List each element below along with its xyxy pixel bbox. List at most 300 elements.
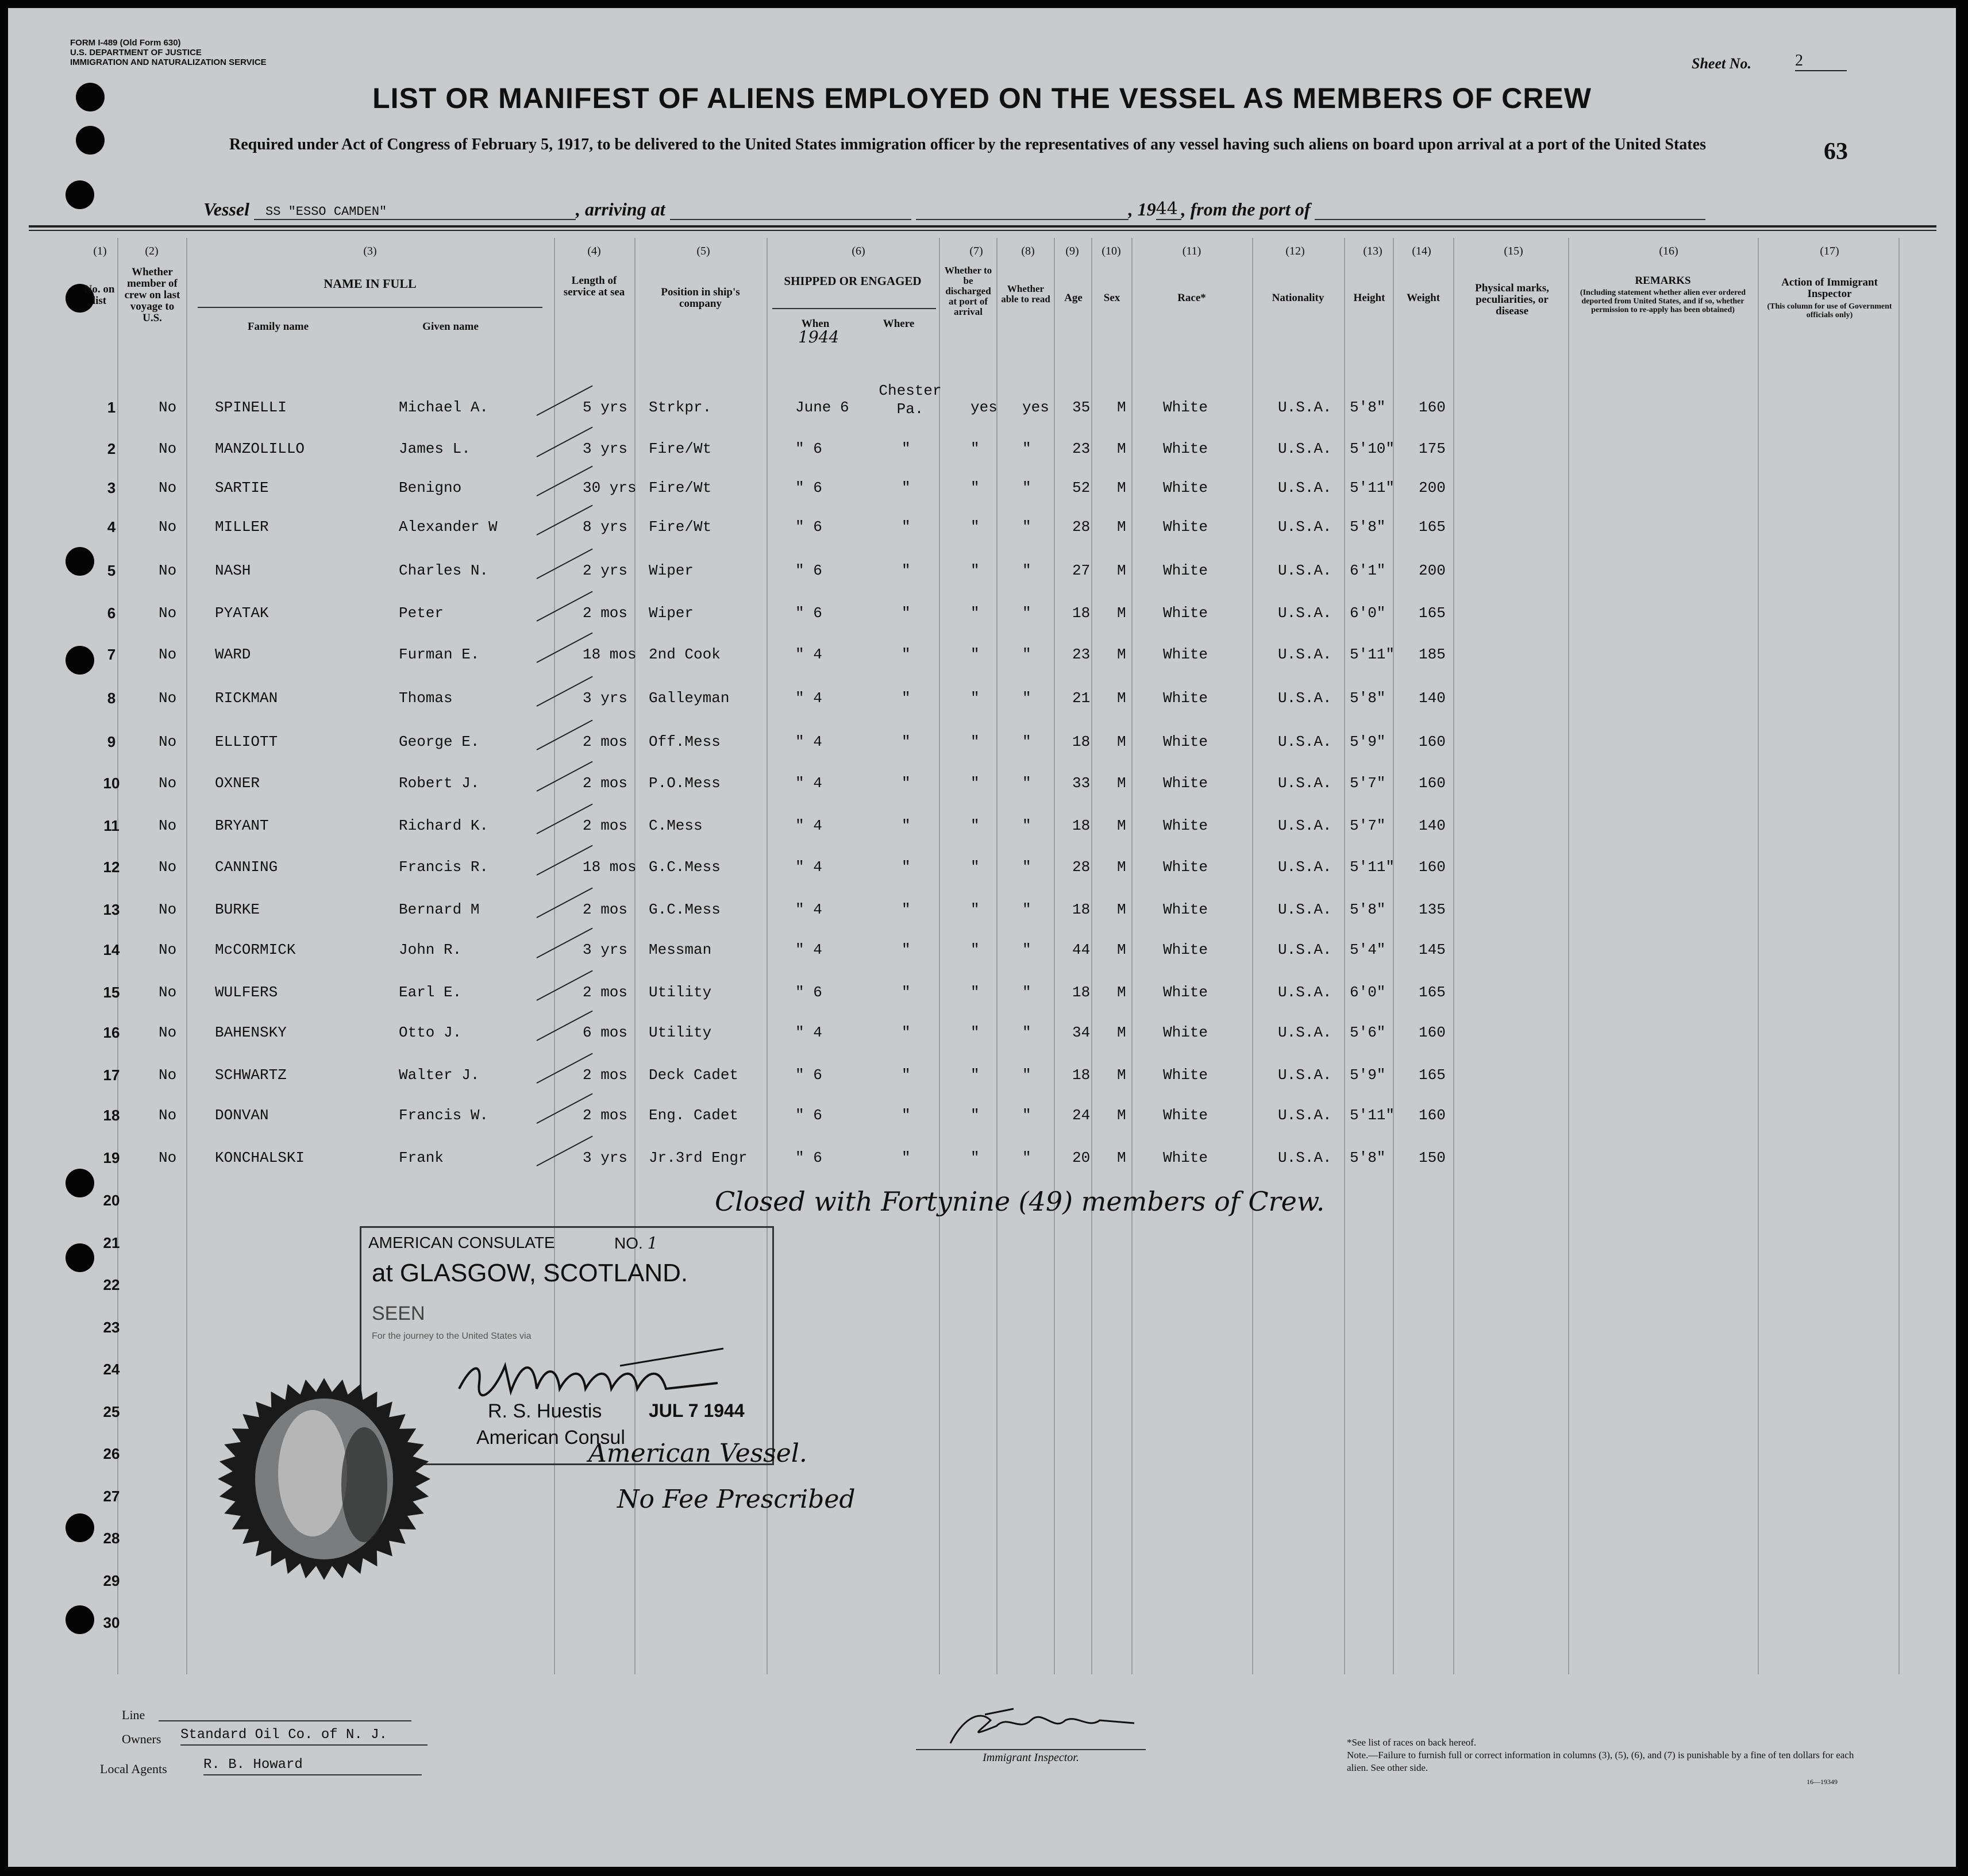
punch-hole (76, 126, 105, 155)
race: White (1163, 562, 1208, 579)
able-to-read: " (1022, 1024, 1031, 1041)
shipped-where: " (902, 1066, 911, 1084)
column-divider (186, 238, 187, 1674)
length-of-service: 3 yrs (583, 941, 628, 958)
shipped-where: " (902, 689, 911, 707)
header-sex: Sex (1103, 292, 1120, 304)
american-vessel-note: American Vessel. (588, 1439, 807, 1468)
ship-position: Utility (649, 984, 712, 1001)
given-name: Frank (399, 1149, 444, 1166)
column-number: (4) (587, 245, 601, 257)
shipped-when: " 6 (795, 1149, 822, 1166)
length-of-service: 18 mos (583, 646, 637, 663)
nationality: U.S.A. (1278, 901, 1332, 918)
height: 5'10" (1350, 440, 1395, 457)
row-number: 27 (103, 1487, 120, 1505)
ship-position: G.C.Mess (649, 901, 721, 918)
weight: 160 (1419, 858, 1446, 876)
given-name: James L. (399, 440, 471, 457)
age: 35 (1072, 399, 1091, 416)
height: 5'11" (1350, 1107, 1395, 1124)
member-last-voyage: No (159, 775, 177, 792)
given-name: Charles N. (399, 562, 489, 579)
member-last-voyage: No (159, 817, 177, 834)
shipped-when: " 4 (795, 646, 822, 663)
height: 6'0" (1350, 984, 1386, 1001)
family-name: BAHENSKY (215, 1024, 287, 1041)
to-be-discharged: " (970, 479, 980, 496)
family-name: ELLIOTT (215, 733, 278, 750)
consul-title: American Consul (476, 1427, 625, 1449)
punch-hole (66, 1169, 94, 1197)
header-where: Where (883, 318, 915, 330)
to-be-discharged: " (970, 941, 980, 958)
ship-position: Wiper (649, 604, 694, 622)
consul-name: R. S. Huestis (488, 1400, 602, 1422)
header-when-year: 1944 (798, 328, 839, 346)
weight: 160 (1419, 1024, 1446, 1041)
row-number: 14 (103, 941, 120, 958)
race-note: *See list of races on back hereof. (1347, 1737, 1477, 1748)
sex: M (1117, 901, 1126, 918)
row-number: 21 (103, 1234, 120, 1251)
height: 6'1" (1350, 562, 1386, 579)
given-name: Peter (399, 604, 444, 622)
family-name: BRYANT (215, 817, 269, 834)
weight: 200 (1419, 479, 1446, 496)
weight: 165 (1419, 1066, 1446, 1084)
page-title: LIST OR MANIFEST OF ALIENS EMPLOYED ON THE VESSEL AS MEMBERS OF CREW (372, 82, 1592, 114)
race: White (1163, 604, 1208, 622)
able-to-read: " (1022, 689, 1031, 707)
shipped-when: " 4 (795, 901, 822, 918)
shipped-when: " 4 (795, 817, 822, 834)
nationality: U.S.A. (1278, 817, 1332, 834)
race: White (1163, 399, 1208, 416)
header-nationality: Nationality (1272, 292, 1324, 304)
able-to-read: " (1022, 858, 1031, 876)
member-last-voyage: No (159, 941, 177, 958)
nationality: U.S.A. (1278, 518, 1332, 536)
nationality: U.S.A. (1278, 1107, 1332, 1124)
header-race: Race* (1177, 292, 1206, 304)
length-of-service: 2 mos (583, 1066, 628, 1084)
sex: M (1117, 518, 1126, 536)
to-be-discharged: " (970, 646, 980, 663)
race: White (1163, 1107, 1208, 1124)
header-whether-member: Whether member of crew on last voyage to U.S. (124, 266, 180, 324)
form-code: 16—19349 (1807, 1778, 1838, 1786)
row-number: 5 (107, 562, 116, 579)
race: White (1163, 1024, 1208, 1041)
given-name: Thomas (399, 689, 453, 707)
header-rule (772, 308, 936, 309)
height: 5'8" (1350, 1149, 1386, 1166)
height: 5'11" (1350, 479, 1395, 496)
column-number: (16) (1659, 245, 1678, 257)
punch-hole (66, 1513, 94, 1542)
header-shipped-engaged: SHIPPED OR ENGAGED (784, 274, 922, 288)
weight: 200 (1419, 562, 1446, 579)
able-to-read: " (1022, 646, 1031, 663)
member-last-voyage: No (159, 858, 177, 876)
family-name: BURKE (215, 901, 260, 918)
race: White (1163, 901, 1208, 918)
row-number: 15 (103, 984, 120, 1001)
race: White (1163, 775, 1208, 792)
stamp-number (614, 1234, 657, 1253)
member-last-voyage: No (159, 646, 177, 663)
race: White (1163, 518, 1208, 536)
given-name: Richard K. (399, 817, 489, 834)
shipped-where: Chester Pa. (879, 382, 942, 418)
arriving-field (670, 219, 911, 220)
shipped-when: " 6 (795, 562, 822, 579)
length-of-service: 6 mos (583, 1024, 628, 1041)
header-height: Height (1353, 292, 1385, 304)
header-age: Age (1064, 292, 1083, 304)
shipped-where: " (902, 646, 911, 663)
to-be-discharged: " (970, 1066, 980, 1084)
height: 5'11" (1350, 858, 1395, 876)
nationality: U.S.A. (1278, 562, 1332, 579)
shipped-where: " (902, 901, 911, 918)
age: 20 (1072, 1149, 1091, 1166)
weight: 135 (1419, 901, 1446, 918)
shipped-where: " (902, 941, 911, 958)
header-action-detail: (This column for use of Government officials only) (1767, 302, 1892, 319)
sex: M (1117, 646, 1126, 663)
member-last-voyage: No (159, 440, 177, 457)
column-number: (15) (1504, 245, 1523, 257)
length-of-service: 2 mos (583, 817, 628, 834)
nationality: U.S.A. (1278, 858, 1332, 876)
header-given-name: Given name (422, 321, 479, 333)
member-last-voyage: No (159, 1024, 177, 1041)
height: 5'6" (1350, 1024, 1386, 1041)
weight: 160 (1419, 399, 1446, 416)
ship-position: C.Mess (649, 817, 703, 834)
row-number: 29 (103, 1571, 120, 1589)
shipped-when: " 6 (795, 479, 822, 496)
age: 21 (1072, 689, 1091, 707)
header-name-in-full: NAME IN FULL (323, 276, 417, 291)
line-label: Line (122, 1708, 145, 1722)
family-name: SPINELLI (215, 399, 287, 416)
ship-position: Messman (649, 941, 712, 958)
column-number: (7) (969, 245, 983, 257)
race: White (1163, 646, 1208, 663)
stamp-seen: SEEN (372, 1303, 425, 1324)
given-name: George E. (399, 733, 480, 750)
able-to-read: " (1022, 1107, 1031, 1124)
form-id-line: FORM I-489 (Old Form 630) (70, 38, 181, 48)
ship-position: Fire/Wt (649, 479, 712, 496)
to-be-discharged: " (970, 1024, 980, 1041)
weight: 140 (1419, 689, 1446, 707)
ship-position: Eng. Cadet (649, 1107, 739, 1124)
shipped-where: " (902, 518, 911, 536)
length-of-service: 2 mos (583, 775, 628, 792)
given-name: Alexander W (399, 518, 498, 536)
able-to-read: " (1022, 941, 1031, 958)
column-number: (17) (1820, 245, 1839, 257)
height: 5'8" (1350, 901, 1386, 918)
family-name: WARD (215, 646, 251, 663)
header-able-to-read: Whether able to read (1001, 283, 1050, 305)
punch-hole (66, 1243, 94, 1272)
stamp-small-text: For the journey to the United States via (372, 1331, 532, 1341)
punch-hole (66, 180, 94, 209)
row-number: 2 (107, 440, 116, 457)
row-number: 26 (103, 1445, 120, 1462)
member-last-voyage: No (159, 562, 177, 579)
sheet-no-value: 2 (1795, 52, 1847, 71)
given-name: Furman E. (399, 646, 480, 663)
row-number: 4 (107, 518, 116, 536)
header-length-service: Length of service at sea (563, 275, 625, 298)
length-of-service: 30 yrs (583, 479, 637, 496)
age: 27 (1072, 562, 1091, 579)
column-divider (1252, 238, 1253, 1674)
race: White (1163, 984, 1208, 1001)
member-last-voyage: No (159, 1066, 177, 1084)
height: 5'8" (1350, 399, 1386, 416)
punch-hole (66, 547, 94, 576)
shipped-when: " 4 (795, 775, 822, 792)
to-be-discharged: " (970, 1107, 980, 1124)
family-name: RICKMAN (215, 689, 278, 707)
shipped-when: " 4 (795, 941, 822, 958)
sex: M (1117, 984, 1126, 1001)
column-divider (1344, 238, 1345, 1674)
owners-value: Standard Oil Co. of N. J. (180, 1727, 428, 1746)
header-no-on-list: No. on list (84, 283, 115, 307)
to-be-discharged: " (970, 604, 980, 622)
shipped-when: " 6 (795, 1066, 822, 1084)
weight: 150 (1419, 1149, 1446, 1166)
weight: 160 (1419, 1107, 1446, 1124)
row-number: 18 (103, 1107, 120, 1124)
inspector-signature (927, 1697, 1226, 1755)
weight: 160 (1419, 733, 1446, 750)
column-divider (939, 238, 940, 1674)
given-name: Benigno (399, 479, 462, 496)
arriving-label: , arriving at (576, 199, 665, 219)
header-remarks-detail: (Including statement whether alien ever ordered deported from United States, and if so, whether permission to re-apply has been obtained) (1580, 288, 1746, 314)
column-divider (1758, 238, 1759, 1674)
column-divider (1898, 238, 1900, 1674)
shipped-when: " 4 (795, 689, 822, 707)
consul-signature (448, 1343, 735, 1406)
column-number: (8) (1021, 245, 1035, 257)
length-of-service: 3 yrs (583, 440, 628, 457)
to-be-discharged: " (970, 817, 980, 834)
sex: M (1117, 775, 1126, 792)
height: 5'7" (1350, 817, 1386, 834)
shipped-where: " (902, 1107, 911, 1124)
local-agents-label: Local Agents (100, 1762, 167, 1776)
ship-position: Fire/Wt (649, 440, 712, 457)
family-name: CANNING (215, 858, 278, 876)
manifest-sheet (8, 8, 1956, 1867)
to-be-discharged: " (970, 440, 980, 457)
column-number: (9) (1065, 245, 1079, 257)
row-number: 19 (103, 1149, 120, 1166)
vessel-line (203, 199, 1705, 220)
length-of-service: 2 yrs (583, 562, 628, 579)
column-number: (12) (1285, 245, 1305, 257)
header-position: Position in ship's company (661, 286, 740, 310)
member-last-voyage: No (159, 479, 177, 496)
able-to-read: " (1022, 562, 1031, 579)
weight: 165 (1419, 984, 1446, 1001)
to-be-discharged: " (970, 518, 980, 536)
arriving-field-2 (916, 219, 1129, 220)
shipped-when: " 6 (795, 1107, 822, 1124)
family-name: SCHWARTZ (215, 1066, 287, 1084)
shipped-where: " (902, 479, 911, 496)
shipped-when: " 4 (795, 1024, 822, 1041)
race: White (1163, 479, 1208, 496)
weight: 185 (1419, 646, 1446, 663)
nationality: U.S.A. (1278, 646, 1332, 663)
row-number: 3 (107, 479, 116, 496)
to-be-discharged: " (970, 689, 980, 707)
ship-position: P.O.Mess (649, 775, 721, 792)
owners-label: Owners (122, 1732, 161, 1746)
age: 18 (1072, 817, 1091, 834)
sex: M (1117, 1066, 1126, 1084)
family-name: KONCHALSKI (215, 1149, 305, 1166)
race: White (1163, 689, 1208, 707)
column-number: (2) (145, 245, 159, 257)
shipped-where: " (902, 817, 911, 834)
year-prefix: , 19 (1128, 199, 1156, 219)
nationality: U.S.A. (1278, 733, 1332, 750)
weight: 165 (1419, 518, 1446, 536)
height: 5'9" (1350, 1066, 1386, 1084)
family-name: MANZOLILLO (215, 440, 305, 457)
sex: M (1117, 604, 1126, 622)
weight: 165 (1419, 604, 1446, 622)
member-last-voyage: No (159, 518, 177, 536)
year-suffix: 44 (1156, 199, 1181, 220)
able-to-read: " (1022, 604, 1031, 622)
given-name: Earl E. (399, 984, 462, 1001)
column-divider (1131, 238, 1133, 1674)
given-name: Francis W. (399, 1107, 489, 1124)
family-name: NASH (215, 562, 251, 579)
race: White (1163, 858, 1208, 876)
row-number: 28 (103, 1530, 120, 1547)
able-to-read: " (1022, 518, 1031, 536)
member-last-voyage: No (159, 399, 177, 416)
shipped-where: " (902, 562, 911, 579)
able-to-read: " (1022, 984, 1031, 1001)
height: 5'7" (1350, 775, 1386, 792)
header-action: Action of Immigrant Inspector (1781, 276, 1878, 300)
header-rule-thin (29, 230, 1936, 231)
age: 23 (1072, 646, 1091, 663)
ship-position: Off.Mess (649, 733, 721, 750)
nationality: U.S.A. (1278, 689, 1332, 707)
nationality: U.S.A. (1278, 440, 1332, 457)
age: 18 (1072, 901, 1091, 918)
row-number: 16 (103, 1024, 120, 1041)
weight: 145 (1419, 941, 1446, 958)
member-last-voyage: No (159, 984, 177, 1001)
row-number: 24 (103, 1361, 120, 1378)
sex: M (1117, 1149, 1126, 1166)
row-number: 8 (107, 689, 116, 707)
ship-position: G.C.Mess (649, 858, 721, 876)
page-number: 63 (1824, 138, 1848, 165)
header-discharged: Whether to be discharged at port of arrival (944, 265, 992, 317)
from-label: , from the port of (1181, 199, 1311, 219)
sex: M (1117, 1107, 1126, 1124)
race: White (1163, 440, 1208, 457)
sex: M (1117, 440, 1126, 457)
family-name: McCORMICK (215, 941, 296, 958)
to-be-discharged: " (970, 1149, 980, 1166)
race: White (1163, 941, 1208, 958)
length-of-service: 3 yrs (583, 1149, 628, 1166)
age: 18 (1072, 1066, 1091, 1084)
column-number: (11) (1182, 245, 1201, 257)
sex: M (1117, 817, 1126, 834)
row-number: 7 (107, 646, 116, 663)
sex: M (1117, 562, 1126, 579)
header-physical-marks: Physical marks, peculiarities, or disease (1475, 282, 1549, 317)
race: White (1163, 1149, 1208, 1166)
punch-hole (66, 646, 94, 675)
column-number: (1) (93, 245, 107, 257)
header-family-name: Family name (247, 321, 309, 333)
sex: M (1117, 399, 1126, 416)
ship-position: Fire/Wt (649, 518, 712, 536)
length-of-service: 5 yrs (583, 399, 628, 416)
page-subtitle: Required under Act of Congress of February 5, 1917, to be delivered to the United States immigration officer by the representatives of any vessel having such aliens on board upon arrival at a port of the United States (229, 136, 1706, 153)
race: White (1163, 817, 1208, 834)
row-number: 23 (103, 1318, 120, 1336)
row-number: 20 (103, 1192, 120, 1209)
local-agents-value: R. B. Howard (203, 1757, 422, 1775)
stamp-no-label: NO. (614, 1234, 643, 1252)
row-number: 17 (103, 1066, 120, 1084)
ship-position: Wiper (649, 562, 694, 579)
nationality: U.S.A. (1278, 479, 1332, 496)
to-be-discharged: " (970, 858, 980, 876)
row-number: 11 (103, 817, 120, 834)
shipped-where: " (902, 604, 911, 622)
member-last-voyage: No (159, 1107, 177, 1124)
row-number: 10 (103, 775, 120, 792)
height: 6'0" (1350, 604, 1386, 622)
vessel-name: SS "ESSO CAMDEN" (254, 205, 576, 220)
family-name: WULFERS (215, 984, 278, 1001)
shipped-where: " (902, 440, 911, 457)
member-last-voyage: No (159, 689, 177, 707)
height: 5'9" (1350, 733, 1386, 750)
form-id-line: IMMIGRATION AND NATURALIZATION SERVICE (70, 57, 267, 67)
shipped-where: " (902, 1149, 911, 1166)
column-number: (13) (1363, 245, 1382, 257)
row-number: 25 (103, 1403, 120, 1420)
column-divider (996, 238, 998, 1674)
age: 23 (1072, 440, 1091, 457)
no-fee-note: No Fee Prescribed (617, 1485, 856, 1514)
